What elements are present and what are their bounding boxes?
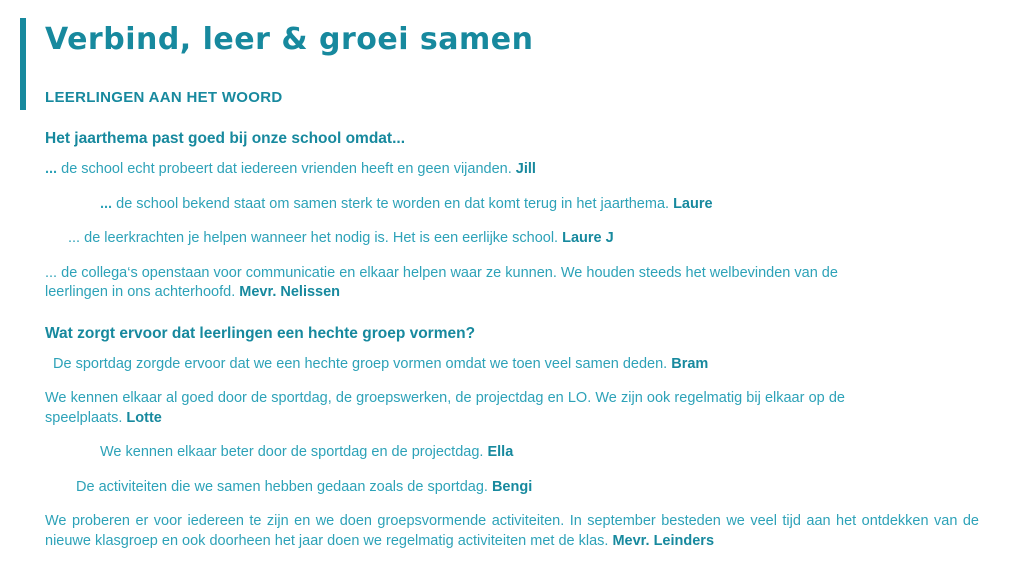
quote	[45, 443, 979, 463]
quote-text: de school bekend staat om samen sterk te worden en dat komt terug in het jaarthema.	[116, 195, 674, 212]
quote-text: de collega‘s openstaan voor communicatie en elkaar helpen waar ze kunnen. We houden steeds het welbevinden van de leerlingen in ons achterhoofd.	[45, 264, 838, 300]
section-heading: Het jaarthema past goed bij onze school omdat...	[45, 130, 406, 147]
quote-text: De activiteiten die we samen hebben gedaan zoals de sportdag.	[76, 478, 492, 495]
accent-bar	[20, 18, 26, 110]
quote	[45, 355, 979, 375]
quote	[45, 229, 979, 249]
section-heading: Wat zorgt ervoor dat leerlingen een hechte groep vormen?	[45, 324, 476, 342]
quote-text: De sportdag zorgde ervoor dat we een hechte groep vormen omdat we toen veel samen deden.	[53, 355, 672, 372]
quote-lead-ellipsis: ...	[68, 230, 85, 246]
quote-author: Laure	[673, 195, 713, 212]
quote-lead-ellipsis: ...	[45, 161, 62, 177]
quote	[45, 264, 845, 303]
quote	[45, 160, 979, 180]
page-subtitle: LEERLINGEN AAN HET WOORD	[45, 89, 283, 106]
section-hechte-groep	[45, 325, 979, 552]
quote-author: Lotte	[126, 409, 162, 426]
quote-author: Bengi	[491, 478, 533, 495]
quote-author: Bram	[671, 355, 709, 372]
quote-text: de school echt probeert dat iedereen vrienden heeft en geen vijanden.	[61, 161, 516, 177]
quote-text: de leerkrachten je helpen wanneer het nodig is. Het is een eerlijke school.	[84, 230, 563, 246]
quote	[45, 389, 845, 428]
quote	[45, 195, 979, 215]
quote-text: We proberen er voor iedereen te zijn en we doen groepsvormende activiteiten. In september besteden we veel tijd aan het ontdekken van de nieuwe klasgroep en ook doorheen het jaar doen we regelmatig activiteiten met de klas.	[45, 513, 979, 549]
quote-author: Laure J	[562, 230, 614, 246]
quote-author: Mevr. Leinders	[612, 532, 715, 549]
quote-lead-ellipsis: ...	[45, 264, 62, 281]
quote-text: We kennen elkaar beter door de sportdag en de projectdag.	[100, 444, 488, 460]
quote-lead-ellipsis: ...	[100, 195, 117, 212]
quote-list	[45, 160, 979, 303]
page-title: Verbind, leer & groei samen	[45, 22, 534, 57]
quote-list	[45, 355, 979, 552]
quote-author: Ella	[487, 444, 514, 460]
quote	[45, 478, 979, 498]
quote-text: We kennen elkaar al goed door de sportdag, de groepswerken, de projectdag en LO. We zijn ook regelmatig bij elkaar op de speelplaats.	[45, 390, 845, 426]
quote	[45, 512, 979, 551]
quote-author: Mevr. Nelissen	[239, 284, 341, 300]
quote-author: Jill	[515, 161, 536, 177]
section-jaarthema	[45, 130, 979, 303]
